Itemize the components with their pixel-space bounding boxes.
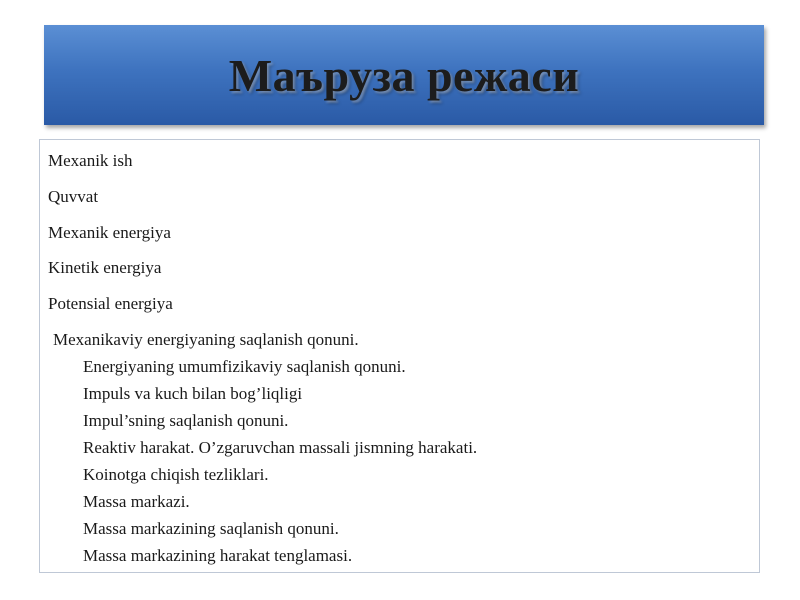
sub-item: Massa markazining harakat tenglamasi. [83, 546, 353, 565]
list-item-mexanik-ish: Mexanik ish [48, 151, 133, 170]
sub-item: Massa markazi. [83, 492, 190, 511]
slide-title: Маъруза режаси [228, 49, 580, 101]
list-item-potensial-energiya: Potensial energiya [48, 294, 173, 313]
sub-item: Massa markazining saqlanish qonuni. [83, 519, 339, 538]
list-item-kinetik-energiya: Kinetik energiya [48, 258, 162, 277]
sub-item: Energiyaning umumfizikaviy saqlanish qonuni. [83, 357, 406, 376]
content-box [39, 139, 760, 573]
list-item-mexanik-energiya: Mexanik energiya [48, 223, 171, 242]
sub-item: Impul’sning saqlanish qonuni. [83, 411, 289, 430]
title-banner [44, 25, 764, 125]
sub-item: Koinotga chiqish tezliklari. [83, 465, 269, 484]
sub-item: Impuls va kuch bilan bog’liqligi [83, 384, 303, 403]
sub-item: Reaktiv harakat. O’zgaruvchan massali jismning harakati. [83, 438, 478, 457]
list-item-saqlanish-qonuni: Mexanikaviy energiyaning saqlanish qonuni. [53, 330, 359, 349]
list-item-quvvat: Quvvat [48, 187, 99, 206]
